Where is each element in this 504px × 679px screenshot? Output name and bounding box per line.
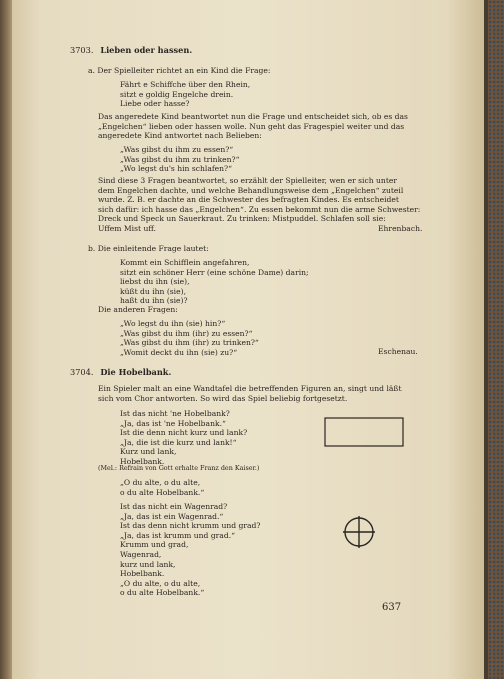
verse-line: „Was gibst du ihm zu trinken?“ bbox=[120, 154, 240, 164]
verse-line: „Womit deckt du ihn (sie) zu?“ bbox=[120, 347, 238, 357]
hobelbank-rectangle-figure bbox=[324, 417, 404, 447]
paragraph-hobelbank-intro bbox=[98, 384, 402, 403]
melody-note: (Mel.: Refrain von Gott erhalte Franz den Kaiser.) bbox=[98, 464, 260, 472]
verse-line: „O du alte, o du alte, bbox=[120, 478, 201, 487]
text-line: Ein Spieler malt an eine Wandtafel die betreffenden Figuren an, singt und läßt bbox=[98, 384, 402, 393]
paragraph-explanation bbox=[98, 176, 423, 234]
verse-line: Krumm und grad, bbox=[120, 540, 189, 550]
text-line: wurde. Z. B. er dachte an die Schwester des befragten Kindes. Es entscheidet bbox=[98, 195, 399, 205]
verse-line: Liebe oder hasse? bbox=[120, 99, 190, 109]
text-line: sich vom Chor antworten. So wird das Spiel beliebig fortgesetzt. bbox=[98, 393, 348, 403]
book-cover-edge bbox=[484, 0, 504, 679]
other-questions-label: Die anderen Fragen: bbox=[98, 305, 178, 314]
verse-line: Kommt ein Schifflein angefahren, bbox=[120, 258, 250, 267]
verse-ship-b bbox=[120, 258, 309, 306]
verse-line: „Wo legst du's hin schlafen?“ bbox=[120, 164, 233, 174]
text-line: Das angeredete Kind beantwortet nun die Frage und entscheidet sich, ob es das bbox=[98, 112, 408, 121]
text-line: Dreck und Speck un Sauerkraut. Zu trinken: Mistpuddel. Schlafen soll sie: bbox=[98, 214, 386, 224]
verse-line: „Was gibst du ihm (ihr) zu essen?“ bbox=[120, 328, 253, 338]
verse-line: o du alte Hobelbank.“ bbox=[120, 588, 205, 598]
wagenrad-wheel-figure bbox=[342, 515, 376, 549]
verse-line: küßt du ihn (sie), bbox=[120, 286, 186, 296]
verse-line: „Wo legst du ihn (sie) hin?“ bbox=[120, 319, 226, 328]
verse-line: Ist die denn nicht kurz und lank? bbox=[120, 428, 248, 438]
verse-line: Hobelbank. bbox=[120, 456, 165, 466]
verse-line: Ist das denn nicht krumm und grad? bbox=[120, 521, 261, 531]
verse-line: haßt du ihn (sie)? bbox=[120, 296, 188, 306]
verse-line: „Ja, das ist 'ne Hobelbank.“ bbox=[120, 418, 226, 428]
text-line: angeredete Kind antwortet nach Belieben: bbox=[98, 131, 262, 141]
verse-line: Ist das nicht ein Wagenrad? bbox=[120, 502, 228, 511]
section-3704-heading bbox=[70, 368, 171, 378]
verse-wagenrad bbox=[120, 502, 260, 598]
verse-line: Hobelbank. bbox=[120, 569, 165, 579]
paragraph-answer bbox=[98, 112, 408, 141]
verse-other-questions bbox=[120, 319, 259, 357]
marbled-board bbox=[488, 0, 504, 679]
section-3703-heading bbox=[70, 46, 192, 56]
verse-questions bbox=[120, 145, 240, 174]
text-line: Uffem Mist uff. bbox=[98, 223, 156, 233]
source-ehrenbach: Ehrenbach. bbox=[378, 224, 423, 233]
verse-line: „Ja, das ist ein Wagenrad.“ bbox=[120, 511, 224, 521]
verse-line: „Ja, das ist krumm und grad.“ bbox=[120, 530, 235, 540]
section-number: 3704. bbox=[70, 367, 94, 377]
verse-line: o du alte Hobelbank.“ bbox=[120, 487, 205, 497]
section-title: Lieben oder hassen. bbox=[100, 45, 193, 55]
verse-line: Kurz und lank, bbox=[120, 447, 177, 457]
section-number: 3703. bbox=[70, 45, 94, 55]
part-b-intro: b. Die einleitende Frage lautet: bbox=[88, 244, 209, 253]
source-eschenau: Eschenau. bbox=[378, 347, 418, 356]
verse-hobelbank bbox=[120, 409, 247, 467]
page-number: 637 bbox=[382, 602, 402, 613]
verse-line: kurz und lank, bbox=[120, 559, 176, 569]
verse-line: „Was gibst du ihm zu essen?“ bbox=[120, 145, 234, 154]
section-title: Die Hobelbank. bbox=[100, 367, 172, 377]
text-line: sich dafür: ich hasse das „Engelchen“. Zu essen bekommt nun die arme Schwester: bbox=[98, 204, 421, 214]
book-page bbox=[12, 0, 484, 679]
text-line: dem Engelchen dachte, und welche Behandlungsweise dem „Engelchen“ zuteil bbox=[98, 185, 404, 195]
verse-line: Wagenrad, bbox=[120, 549, 162, 559]
verse-refrain bbox=[120, 478, 204, 497]
text-line: „Engelchen“ lieben oder hassen wolle. Nun geht das Fragespiel weiter und das bbox=[98, 121, 405, 131]
verse-line: sitzt ein schöner Herr (eine schöne Dame) darin; bbox=[120, 267, 309, 277]
verse-line: Fährt e Schiffche über den Rhein, bbox=[120, 80, 251, 89]
text-line: Sind diese 3 Fragen beantwortet, so erzählt der Spielleiter, wen er sich unter bbox=[98, 176, 397, 185]
verse-line: „Was gibst du ihm (ihr) zu trinken?“ bbox=[120, 338, 259, 348]
verse-line: liebst du ihn (sie), bbox=[120, 277, 190, 287]
part-a-intro: a. Der Spielleiter richtet an ein Kind die Frage: bbox=[88, 66, 271, 75]
verse-line: „Ja, die ist die kurz und lank!“ bbox=[120, 437, 237, 447]
verse-line: sitzt e goldig Engelche drein. bbox=[120, 89, 234, 99]
verse-line: Ist das nicht 'ne Hobelbank? bbox=[120, 409, 230, 418]
verse-ship bbox=[120, 80, 250, 109]
verse-line: „O du alte, o du alte, bbox=[120, 578, 201, 588]
